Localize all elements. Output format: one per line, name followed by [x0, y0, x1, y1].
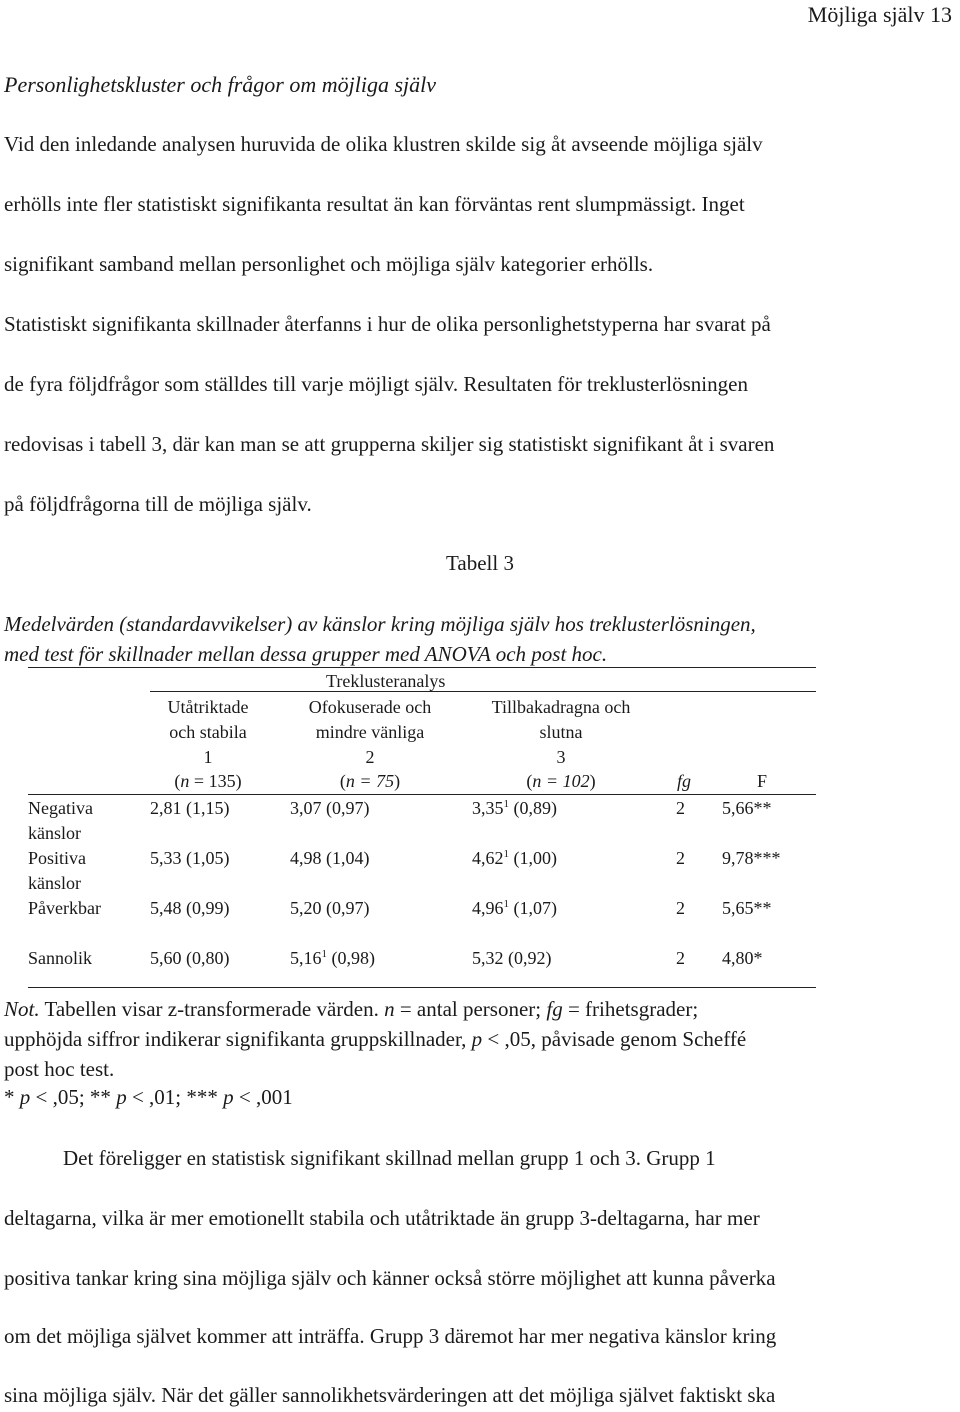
note-text: *: [4, 1085, 15, 1109]
group-3-header: slutna: [539, 722, 583, 742]
note-text: < ,05, påvisade genom Scheffé: [487, 1027, 747, 1051]
note-text: Tabellen visar z-transformerade värden.: [44, 997, 379, 1021]
group-1-header: Utåtriktade: [167, 697, 249, 717]
n-value: = 75: [359, 771, 395, 791]
note-label: Not.: [4, 997, 40, 1021]
cell-g3: 5,32 (0,92): [472, 948, 552, 968]
n-symbol: n: [180, 771, 190, 791]
cell-g3: [472, 848, 557, 869]
n-symbol: n: [532, 771, 542, 791]
group-1-number: 1: [203, 747, 213, 767]
note-symbol: p: [19, 1085, 31, 1109]
row-label: Påverkbar: [28, 898, 101, 918]
cell-value: 4,62: [472, 848, 504, 868]
cell-g1: 5,33 (1,05): [150, 848, 230, 868]
paragraph-2-line: deltagarna, vilka är mer emotionellt stabila och utåtriktade än grupp 3-deltagarna, har mer: [4, 1206, 760, 1230]
group-2-number: 2: [365, 747, 375, 767]
cell-sd: (1,07): [513, 898, 557, 918]
note-symbol: fg: [546, 997, 563, 1021]
note-symbol: p: [223, 1085, 234, 1109]
note-text: < ,01; ***: [131, 1085, 218, 1109]
cell-fg: 2: [676, 948, 685, 968]
cell-sd: (0,98): [331, 948, 375, 968]
col-f-header: F: [757, 771, 768, 791]
table-top-rule: [28, 667, 816, 668]
cell-sd: (0,89): [513, 798, 557, 818]
cell-value: 5,16: [290, 948, 322, 968]
section-heading: Personlighetskluster och frågor om möjliga själv: [4, 72, 437, 97]
row-label: känslor: [28, 823, 81, 843]
row-label: Negativa: [28, 798, 93, 818]
row-label: Positiva: [28, 848, 87, 868]
table-bottom-rule: [28, 987, 816, 988]
superscript: 1: [321, 948, 327, 960]
group-2-n: (n = 75): [339, 771, 401, 791]
table-note-line: [4, 1027, 746, 1052]
spanner-rule: [150, 691, 816, 692]
cell-fg: 2: [676, 898, 685, 918]
cell-value: 3,35: [472, 798, 504, 818]
group-3-n: (n = 102): [526, 771, 596, 791]
col-fg-header: fg: [677, 771, 692, 791]
table-caption-line: Medelvärden (standardavvikelser) av känslor kring möjliga själv hos treklusterlösningen,: [4, 612, 756, 636]
paragraph-1-line: Vid den inledande analysen huruvida de olika klustren skilde sig åt avseende möjliga själv: [4, 132, 763, 156]
cell-g3: [472, 798, 557, 819]
n-value: = 135: [193, 771, 236, 791]
paragraph-2-line: sina möjliga själv. När det gäller sannolikhetsvärderingen att det möjliga självet faktiskt ska: [4, 1383, 776, 1407]
cell-g2: [290, 948, 375, 969]
cell-fg: 2: [676, 848, 685, 868]
n-value: = 102: [545, 771, 590, 791]
group-1-header: och stabila: [169, 722, 247, 742]
group-1-n: (n = 135): [174, 771, 242, 791]
group-3-number: 3: [556, 747, 566, 767]
paragraph-1-line: Statistiskt signifikanta skillnader återfanns i hur de olika personlighetstyperna har svarat på: [4, 312, 771, 336]
paragraph-2-line: om det möjliga självet kommer att inträffa. Grupp 3 däremot har mer negativa känslor kring: [4, 1324, 777, 1348]
superscript: 1: [503, 798, 509, 810]
group-3-header: Tillbakadragna och: [491, 697, 631, 717]
cell-g3: [472, 898, 557, 919]
paragraph-1-line: på följdfrågorna till de möjliga själv.: [4, 492, 312, 516]
cell-g1: 5,48 (0,99): [150, 898, 230, 918]
cell-fg: 2: [676, 798, 685, 818]
cell-g2: 5,20 (0,97): [290, 898, 370, 918]
paragraph-1-line: signifikant samband mellan personlighet och möjliga själv kategorier erhölls.: [4, 252, 654, 276]
paragraph-2-line: positiva tankar kring sina möjliga själv och känner också större möjlighet att kunna påverka: [4, 1266, 776, 1290]
note-text: = frihetsgrader;: [567, 997, 699, 1021]
cell-g2: 4,98 (1,04): [290, 848, 370, 868]
table-note-line: [4, 997, 698, 1022]
cell-g1: 5,60 (0,80): [150, 948, 230, 968]
table-spanner: Treklusteranalys: [326, 671, 446, 691]
cell-f: 9,78***: [722, 848, 781, 868]
table-caption-line: med test för skillnader mellan dessa grupper med ANOVA och post hoc.: [4, 642, 608, 666]
cell-f: 4,80*: [722, 948, 763, 968]
significance-note: [4, 1085, 293, 1110]
note-symbol: p: [471, 1027, 483, 1051]
table-label: Tabell 3: [446, 551, 514, 575]
note-text: = antal personer;: [399, 997, 542, 1021]
header-bottom-rule: [28, 794, 816, 795]
cell-g2: 3,07 (0,97): [290, 798, 370, 818]
paragraph-1-line: redovisas i tabell 3, där kan man se att grupperna skiljer sig statistiskt signifikant åt i svaren: [4, 432, 775, 456]
note-text: < ,05; **: [35, 1085, 111, 1109]
note-symbol: n: [384, 997, 395, 1021]
note-text: < ,001: [238, 1085, 293, 1109]
row-label: känslor: [28, 873, 81, 893]
cell-sd: (1,00): [513, 848, 557, 868]
paragraph-2-line: Det föreligger en statistisk signifikant skillnad mellan grupp 1 och 3. Grupp 1: [63, 1146, 716, 1170]
group-2-header: Ofokuserade och: [308, 697, 432, 717]
note-symbol: p: [116, 1085, 127, 1109]
cell-g1: 2,81 (1,15): [150, 798, 230, 818]
n-symbol: n: [345, 771, 355, 791]
cell-value: 4,96: [472, 898, 504, 918]
cell-f: 5,66**: [722, 798, 772, 818]
running-head: Möjliga själv 13: [807, 2, 952, 27]
paragraph-1-line: erhölls inte fler statistiskt signifikanta resultat än kan förväntas rent slumpmässigt. Inget: [4, 192, 745, 216]
group-2-header: mindre vänliga: [315, 722, 425, 742]
table-note-line: post hoc test.: [4, 1057, 115, 1081]
superscript: 1: [503, 898, 509, 910]
paragraph-1-line: de fyra följdfrågor som ställdes till varje möjligt själv. Resultaten för treklusterlösningen: [4, 372, 748, 396]
row-label: Sannolik: [28, 948, 93, 968]
note-text: upphöjda siffror indikerar signifikanta gruppskillnader,: [4, 1027, 467, 1051]
cell-f: 5,65**: [722, 898, 772, 918]
superscript: 1: [503, 848, 509, 860]
